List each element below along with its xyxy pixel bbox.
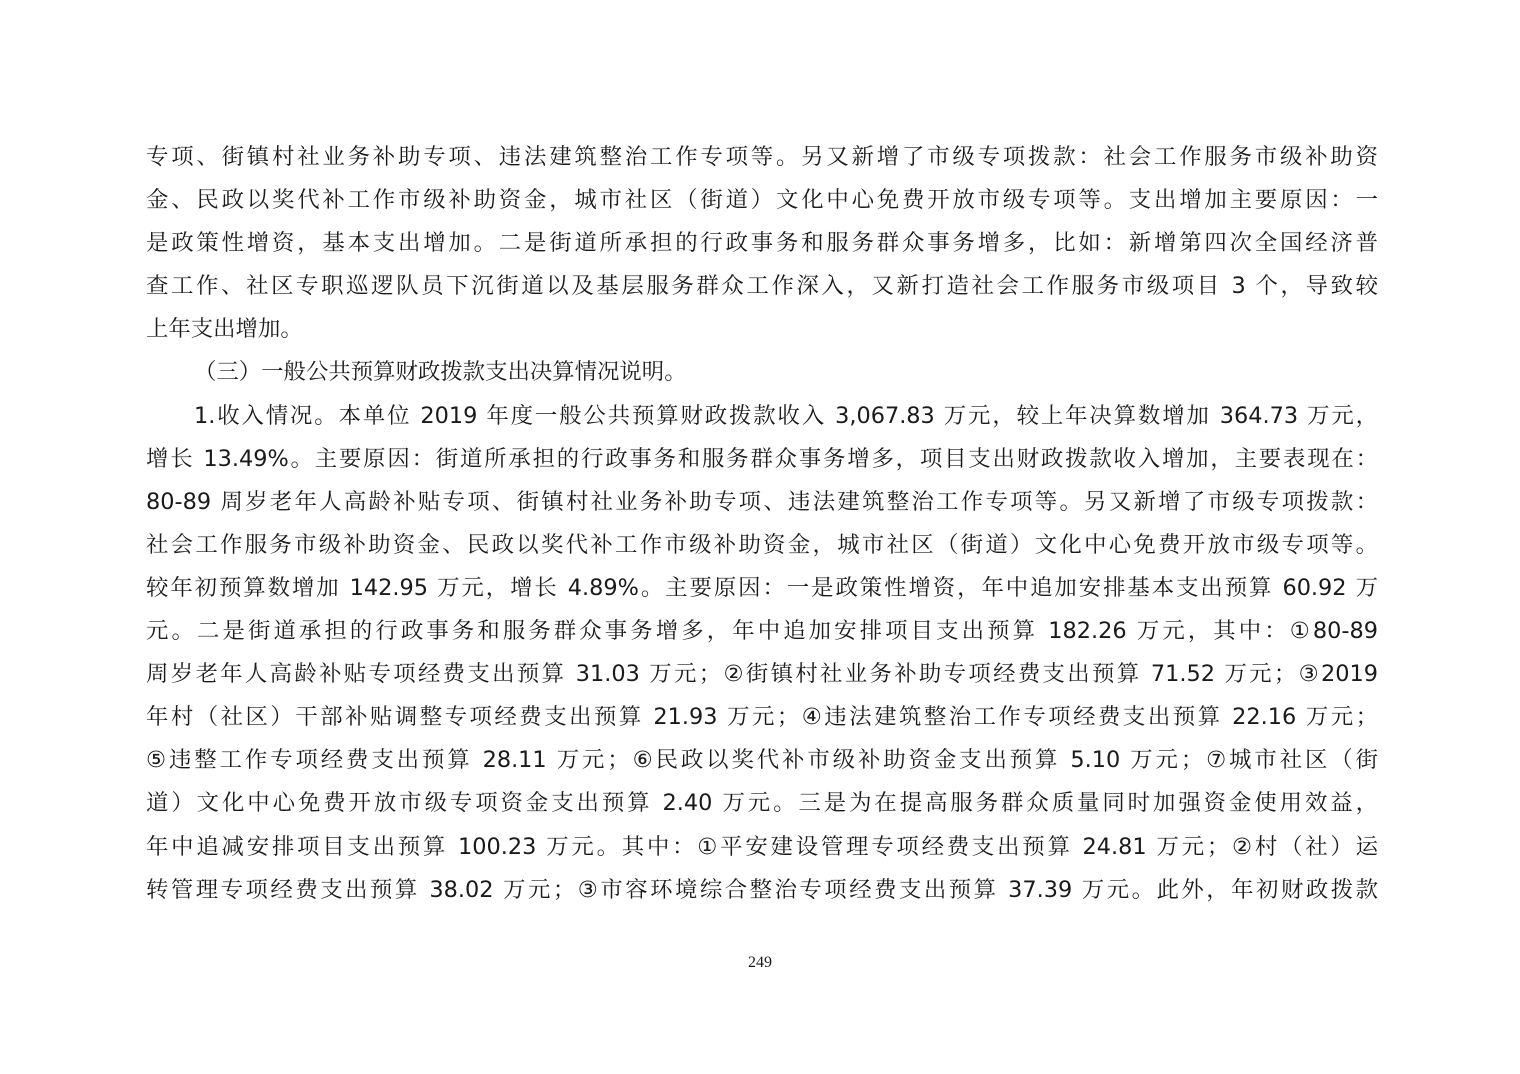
text-line: 查工作、社区专职巡逻队员下沉街道以及基层服务群众工作深入，又新打造社会工作服务市级项目 3 个，导致较 — [146, 273, 1378, 300]
text-line: 较年初预算数增加 142.95 万元，增长 4.89%。主要原因：一是政策性增资，年中追加安排基本支出预算 60.92 万 — [146, 574, 1378, 601]
page-number: 249 — [748, 954, 772, 971]
text-line: （三）一般公共预算财政拨款支出决算情况说明。 — [194, 359, 687, 386]
text-line: 专项、街镇村社业务补助专项、违法建筑整治工作专项等。另又新增了市级专项拨款：社会工作服务市级补助资 — [146, 144, 1378, 170]
text-line: 是政策性增资，基本支出增加。二是街道所承担的行政事务和服务群众事务增多，比如：新增第四次全国经济普 — [146, 230, 1378, 257]
text-line: 年中追减安排项目支出预算 100.23 万元。其中：①平安建设管理专项经费支出预算 24.81 万元；②村（社）运 — [146, 833, 1378, 860]
text-line: 1.收入情况。本单位 2019 年度一般公共预算财政拨款收入 3,067.83 万元，较上年决算数增加 364.73 万元， — [194, 402, 1378, 429]
text-line: 周岁老年人高龄补贴专项经费支出预算 31.03 万元；②街镇村社业务补助专项经费支出预算 71.52 万元；③2019 — [146, 661, 1378, 688]
text-line: ⑤违整工作专项经费支出预算 28.11 万元；⑥民政以奖代补市级补助资金支出预算 5.10 万元；⑦城市社区（街 — [146, 747, 1378, 774]
text-line: 金、民政以奖代补工作市级补助资金，城市社区（街道）文化中心免费开放市级专项等。支出增加主要原因：一 — [146, 187, 1378, 214]
text-line: 转管理专项经费支出预算 38.02 万元；③市容环境综合整治专项经费支出预算 37.39 万元。此外，年初财政拨款 — [146, 876, 1378, 903]
text-line: 年村（社区）干部补贴调整专项经费支出预算 21.93 万元；④违法建筑整治工作专项经费支出预算 22.16 万元； — [146, 704, 1378, 731]
text-line: 道）文化中心免费开放市级专项资金支出预算 2.40 万元。三是为在提高服务群众质量同时加强资金使用效益， — [146, 790, 1378, 817]
text-line: 上年支出增加。 — [146, 316, 303, 343]
text-line: 社会工作服务市级补助资金、民政以奖代补工作市级补助资金，城市社区（街道）文化中心免费开放市级专项等。 — [146, 531, 1378, 558]
body-text — [146, 136, 1378, 912]
text-line: 元。二是街道承担的行政事务和服务群众事务增多，年中追加安排项目支出预算 182.26 万元，其中：①80-89 — [146, 618, 1378, 645]
text-line: 增长 13.49%。主要原因：街道所承担的行政事务和服务群众事务增多，项目支出财政拨款收入增加，主要表现在： — [146, 445, 1378, 472]
text-line: 80-89 周岁老年人高龄补贴专项、街镇村社业务补助专项、违法建筑整治工作专项等。另又新增了市级专项拨款： — [146, 488, 1378, 515]
